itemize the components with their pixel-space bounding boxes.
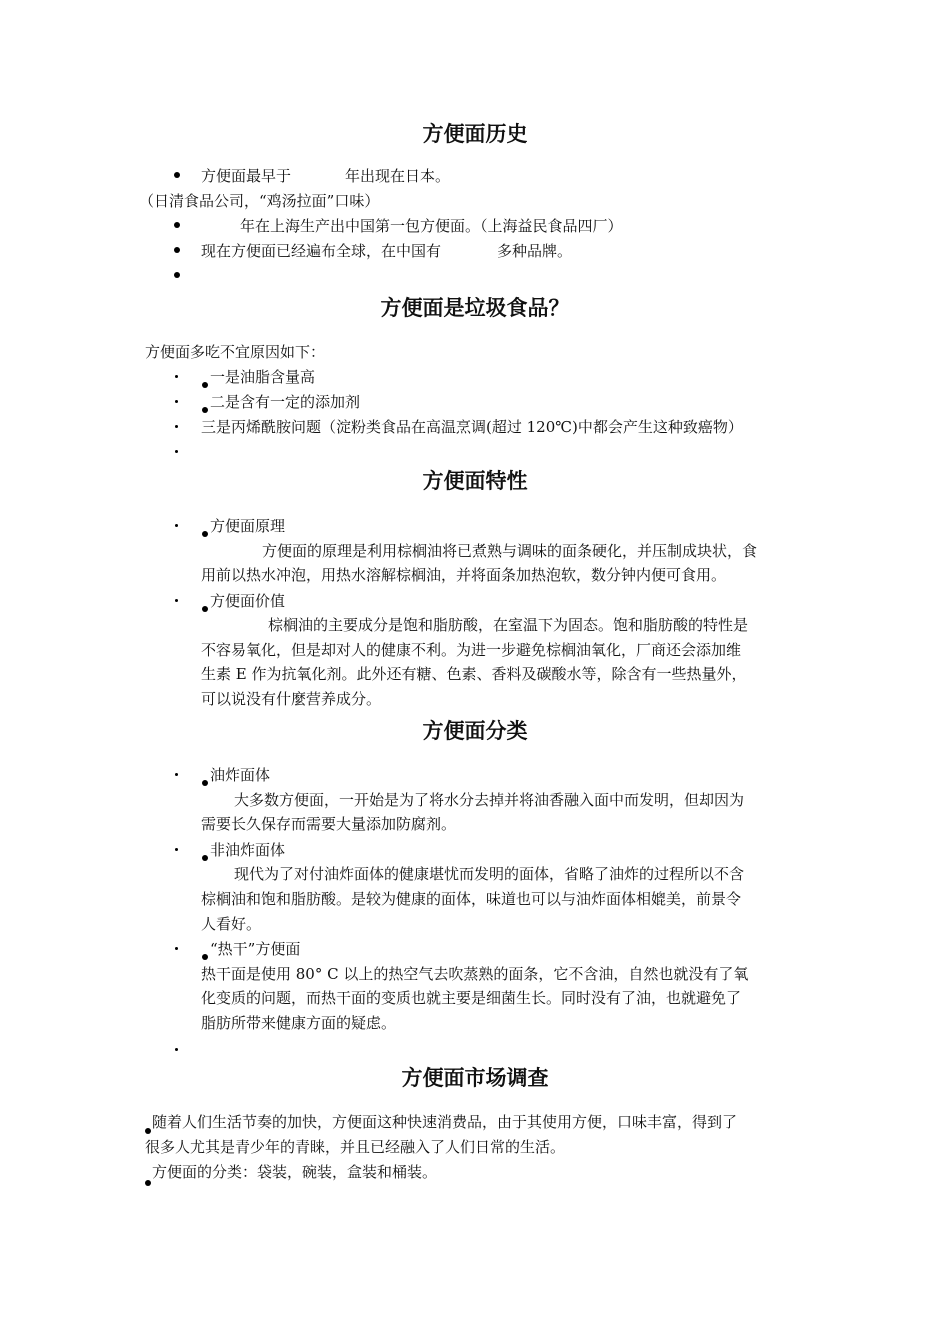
value-line-3: 生素 E 作为抗氧化剂。此外还有糖、色素、香料及碳酸水等，除含有一些热量外， <box>201 665 747 683</box>
bullet <box>202 531 208 537</box>
junk-intro: 方便面多吃不宜原因如下： <box>145 343 326 361</box>
market-line-1: 随着人们生活节奏的加快，方便面这种快速消费品，由于其使用方便，口味丰富，得到了 <box>152 1113 738 1131</box>
nonfried-line-3: 人看好。 <box>201 915 262 933</box>
bullet <box>145 1128 151 1134</box>
bullet <box>175 425 178 428</box>
market-line-2: 很多人尤其是青少年的青睐，并且已经融入了人们日常的生活。 <box>145 1138 566 1156</box>
hotdry-line-2: 化变质的问题，而热干面的变质也就主要是细菌生长。同时没有了油，也就避免了 <box>201 989 742 1007</box>
history-item-1: 方便面最早于 <box>201 167 292 185</box>
bullet <box>174 172 180 178</box>
fried-line-1: 大多数方便面，一开始是为了将水分去掉并将油香融入面中而发明，但却因为 <box>234 791 745 809</box>
bullet <box>202 954 208 960</box>
bullet <box>202 780 208 786</box>
bullet <box>175 524 178 527</box>
bullet <box>175 1048 178 1051</box>
reason-2: 二是含有一定的添加剂 <box>210 393 361 411</box>
principle-title: 方便面原理 <box>210 517 286 535</box>
history-item-3: 现在方便面已经遍布全球，在中国有 <box>201 242 442 260</box>
bullet <box>175 599 178 602</box>
hotdry-title: “热干”方便面 <box>210 940 301 958</box>
heading-junk-food: 方便面是垃圾食品？ <box>380 296 570 320</box>
value-title: 方便面价值 <box>210 592 286 610</box>
bullet <box>174 222 180 228</box>
nonfried-title: 非油炸面体 <box>210 841 286 859</box>
bullet <box>202 606 208 612</box>
heading-market-survey: 方便面市场调查 <box>401 1066 549 1090</box>
fried-line-2: 需要长久保存而需要大量添加防腐剂。 <box>201 815 457 833</box>
reason-1: 一是油脂含量高 <box>210 368 316 386</box>
history-item-1-end: 年出现在日本。 <box>345 167 451 185</box>
bullet <box>175 375 178 378</box>
fried-title: 油炸面体 <box>210 766 271 784</box>
bullet <box>175 773 178 776</box>
principle-line-2: 用前以热水冲泡，用热水溶解棕榈油，并将面条加热泡软，数分钟内便可食用。 <box>201 566 727 584</box>
market-line-3: 方便面的分类：袋装，碗装，盒装和桶装。 <box>152 1163 438 1181</box>
hotdry-line-3: 脂肪所带来健康方面的疑虑。 <box>201 1014 397 1032</box>
reason-3: 三是丙烯酰胺问题（淀粉类食品在高温烹调(超过 120℃)中都会产生这种致癌物） <box>201 418 743 436</box>
bullet <box>145 1180 151 1186</box>
value-line-4: 可以说没有什麼营养成分。 <box>201 690 382 708</box>
bullet <box>175 848 178 851</box>
history-item-2: 年在上海生产出中国第一包方便面。（上海益民食品四厂） <box>240 217 623 235</box>
value-line-1: 棕榈油的主要成分是饱和脂肪酸，在室温下为固态。饱和脂肪酸的特性是 <box>268 616 749 634</box>
nonfried-line-1: 现代为了对付油炸面体的健康堪忧而发明的面体，省略了油炸的过程所以不含 <box>234 865 745 883</box>
bullet <box>174 247 180 253</box>
value-line-2: 不容易氧化，但是却对人的健康不利。为进一步避免棕榈油氧化，厂商还会添加维 <box>201 641 742 659</box>
bullet <box>175 450 178 453</box>
bullet <box>175 400 178 403</box>
bullet <box>202 382 208 388</box>
history-note: （日清食品公司，“鸡汤拉面”口味） <box>139 192 380 210</box>
hotdry-line-1: 热干面是使用 80° C 以上的热空气去吹蒸熟的面条，它不含油，自然也就没有了氧 <box>201 965 749 983</box>
heading-characteristics: 方便面特性 <box>422 469 528 493</box>
principle-line-1: 方便面的原理是利用棕榈油将已煮熟与调味的面条硬化，并压制成块状，食 <box>262 542 758 560</box>
bullet <box>175 947 178 950</box>
heading-history: 方便面历史 <box>422 122 528 146</box>
nonfried-line-2: 棕榈油和饱和脂肪酸。是较为健康的面体，味道也可以与油炸面体相媲美，前景令 <box>201 890 742 908</box>
bullet <box>202 855 208 861</box>
history-item-3-end: 多种品牌。 <box>497 242 573 260</box>
heading-classification: 方便面分类 <box>422 719 528 743</box>
bullet <box>202 407 208 413</box>
bullet <box>174 272 180 278</box>
